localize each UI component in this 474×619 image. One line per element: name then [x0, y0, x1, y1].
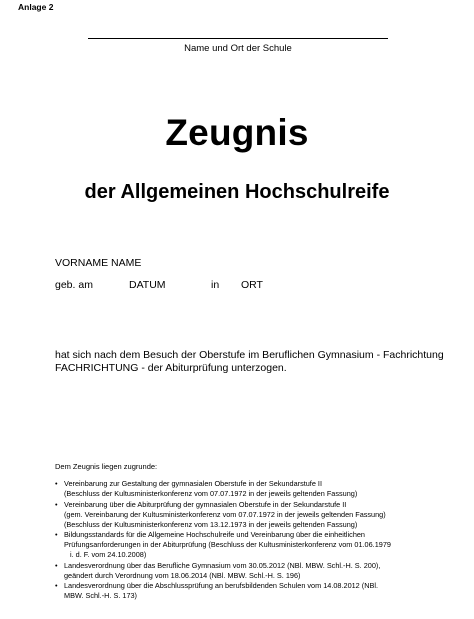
- list-item-line: Landesverordnung über die Abschlussprüfung an berufsbildenden Schulen vom 14.08.2012 (NBl.: [64, 581, 378, 590]
- list-item-line: MBW. Schl.-H. S. 173): [64, 591, 137, 600]
- school-name-label: Name und Ort der Schule: [184, 43, 292, 54]
- annex-label: Anlage 2: [18, 2, 54, 12]
- list-item-line: Prüfungsanforderungen in der Abiturprüfung (Beschluss der Kultusministerkonferenz vom 01.06.1979: [64, 540, 391, 549]
- list-item-line: (Beschluss der Kultusministerkonferenz vom 07.07.1972 in der jeweils geltenden Fassung): [64, 489, 358, 498]
- list-item: [55, 530, 415, 560]
- list-item-line: (gem. Vereinbarung der Kultusministerkonferenz vom 07.07.1972 in der jeweils geltenden Fassung): [64, 509, 386, 519]
- statement-line: FACHRICHTUNG - der Abiturprüfung unterzogen.: [55, 362, 287, 374]
- bullet-icon: •: [55, 560, 58, 570]
- list-item-line: Bildungsstandards für die Allgemeine Hochschulreife und Vereinbarung über die einheitlichen: [64, 530, 365, 539]
- born-label: geb. am: [55, 279, 93, 291]
- document-title: Zeugnis: [165, 112, 309, 153]
- document-subtitle: der Allgemeinen Hochschulreife: [84, 181, 390, 203]
- list-item-line: Landesverordnung über das Berufliche Gymnasium vom 30.05.2012 (NBl. MBW. Schl.-H. S. 200),: [64, 560, 381, 570]
- bullet-icon: •: [55, 499, 58, 509]
- exam-statement: [55, 349, 455, 375]
- bullet-icon: •: [55, 581, 58, 590]
- list-item-line: (Beschluss der Kultusministerkonferenz vom 13.12.1973 in der jeweils geltenden Fassung): [64, 519, 358, 529]
- birth-place: ORT: [241, 279, 263, 291]
- legal-basis-intro: Dem Zeugnis liegen zugrunde:: [55, 462, 158, 471]
- list-item-line: geändert durch Verordnung vom 18.06.2014 (NBl. MBW. Schl.-H. S. 196): [64, 570, 301, 580]
- list-item: [55, 561, 415, 581]
- birth-date: DATUM: [129, 279, 166, 291]
- statement-line: hat sich nach dem Besuch der Oberstufe im Beruflichen Gymnasium - Fachrichtung: [55, 349, 444, 361]
- list-item: [55, 479, 415, 499]
- list-item: [55, 500, 415, 530]
- school-signature-line: [88, 38, 388, 39]
- legal-basis-list: [55, 479, 415, 602]
- in-label: in: [211, 279, 220, 291]
- list-item-line: Vereinbarung zur Gestaltung der gymnasialen Oberstufe in der Sekundarstufe II: [64, 479, 322, 488]
- list-item-line: i. d. F. vom 24.10.2008): [70, 550, 147, 559]
- bullet-icon: •: [55, 530, 58, 539]
- list-item: [55, 581, 415, 601]
- list-item-line: Vereinbarung über die Abiturprüfung der gymnasialen Oberstufe in der Sekundarstufe II: [64, 499, 347, 509]
- student-name: VORNAME NAME: [55, 257, 142, 269]
- bullet-icon: •: [55, 479, 58, 488]
